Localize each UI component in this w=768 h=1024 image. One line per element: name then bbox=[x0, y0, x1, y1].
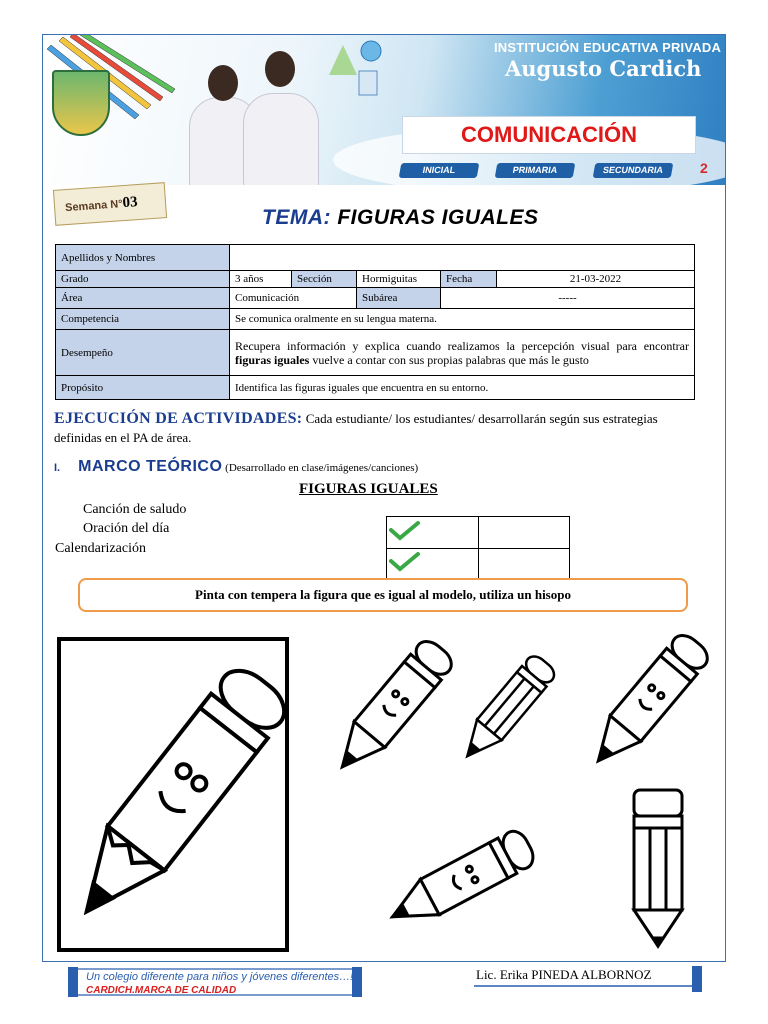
table-row bbox=[56, 330, 695, 376]
week-number: 03 bbox=[122, 194, 139, 212]
theory-title: MARCO TEÓRICO bbox=[78, 458, 223, 475]
student-boy-head bbox=[265, 51, 295, 87]
level-tab-primaria: PRIMARIA bbox=[495, 163, 576, 178]
info-table bbox=[55, 244, 695, 400]
teacher-name: Lic. Erika PINEDA ALBORNOZ bbox=[476, 967, 652, 982]
table-row bbox=[56, 288, 695, 309]
names-label: Apellidos y Nombres bbox=[56, 245, 230, 271]
topic-label: TEMA: bbox=[262, 206, 331, 229]
performance-text-a: Recupera información y explica cuando realizamos la percepción visual para encontrar bbox=[235, 338, 689, 353]
check-mark-icon bbox=[387, 550, 421, 572]
table-row bbox=[56, 245, 695, 271]
table-row bbox=[56, 376, 695, 400]
performance-label: Desempeño bbox=[56, 330, 230, 376]
topic-title: FIGURAS IGUALES bbox=[337, 206, 539, 229]
date-value: 21-03-2022 bbox=[497, 271, 695, 288]
page-title bbox=[262, 206, 539, 230]
performance-text-bold: figuras iguales bbox=[235, 352, 310, 367]
performance-value bbox=[230, 330, 695, 376]
institution-type: INSTITUCIÓN EDUCATIVA PRIVADA bbox=[494, 40, 722, 55]
competence-label: Competencia bbox=[56, 309, 230, 330]
routine-song: Canción de saludo bbox=[83, 502, 187, 517]
table-row bbox=[387, 548, 570, 580]
school-crest-logo bbox=[52, 70, 110, 136]
model-pencil-icon bbox=[61, 641, 285, 948]
checklist-table bbox=[386, 516, 570, 580]
footer-decoration-icon bbox=[470, 964, 710, 994]
section-value: Hormiguitas bbox=[357, 271, 441, 288]
footer-slogan: Un colegio diferente para niños y jóvenes diferentes…! bbox=[86, 971, 354, 983]
check-cell bbox=[387, 548, 479, 580]
table-row bbox=[56, 309, 695, 330]
theory-number: I. bbox=[54, 462, 61, 474]
competence-value: Se comunica oralmente en su lengua materna. bbox=[230, 309, 695, 330]
grade-value: 3 años bbox=[230, 271, 292, 288]
instruction-box: Pinta con tempera la figura que es igual al modelo, utiliza un hisopo bbox=[78, 578, 688, 612]
area-label: Área bbox=[56, 288, 230, 309]
section-label: Sección bbox=[292, 271, 357, 288]
area-value: Comunicación bbox=[230, 288, 357, 309]
option-pencil-1-icon[interactable] bbox=[318, 628, 458, 788]
option-pencil-4-icon[interactable] bbox=[378, 826, 538, 936]
table-row bbox=[387, 517, 570, 549]
table-row bbox=[56, 271, 695, 288]
student-girl-head bbox=[208, 65, 238, 101]
purpose-value: Identifica las figuras iguales que encuentra en su entorno. bbox=[230, 376, 695, 400]
check-mark-icon bbox=[387, 519, 421, 541]
grade-label: Grado bbox=[56, 271, 230, 288]
theory-note: (Desarrollado en clase/imágenes/canciones) bbox=[225, 462, 419, 474]
names-field[interactable] bbox=[230, 245, 695, 271]
subject-title: COMUNICACIÓN bbox=[402, 116, 696, 154]
level-tab-secundaria: SECUNDARIA bbox=[593, 163, 674, 178]
level-tab-inicial: INICIAL bbox=[399, 163, 480, 178]
purpose-label: Propósito bbox=[56, 376, 230, 400]
execution-text: Cada estudiante/ los estudiantes/ desarrollarán según sus estrategias definidas en el PA de área. bbox=[54, 411, 658, 445]
date-label: Fecha bbox=[441, 271, 497, 288]
figures-subtitle: FIGURAS IGUALES bbox=[299, 481, 438, 497]
subarea-label: Subárea bbox=[357, 288, 441, 309]
check-cell bbox=[387, 517, 479, 549]
routine-prayer: Oración del día bbox=[83, 521, 170, 536]
performance-text-b: vuelve a contar con sus propias palabras que más le gusto bbox=[309, 352, 589, 367]
footer-brand: CARDICH.MARCA DE CALIDAD bbox=[86, 985, 237, 996]
theory-heading bbox=[54, 458, 418, 476]
option-pencil-2-icon[interactable] bbox=[446, 644, 566, 774]
empty-cell[interactable] bbox=[478, 517, 570, 549]
routine-calendar: Calendarización bbox=[55, 541, 146, 556]
student-boy-image bbox=[243, 93, 319, 185]
option-pencil-3-icon[interactable] bbox=[578, 618, 714, 782]
execution-section bbox=[54, 409, 694, 447]
model-figure-box bbox=[57, 637, 289, 952]
institution-name: Augusto Cardich bbox=[505, 56, 702, 81]
subarea-value: ----- bbox=[441, 288, 695, 309]
science-icons-decoration bbox=[313, 35, 393, 105]
empty-cell[interactable] bbox=[478, 548, 570, 580]
page-number: 2 bbox=[700, 160, 708, 176]
week-label: Semana N° bbox=[64, 198, 124, 215]
option-pencil-5-icon[interactable] bbox=[624, 786, 694, 952]
execution-title: EJECUCIÓN DE ACTIVIDADES: bbox=[54, 410, 303, 427]
